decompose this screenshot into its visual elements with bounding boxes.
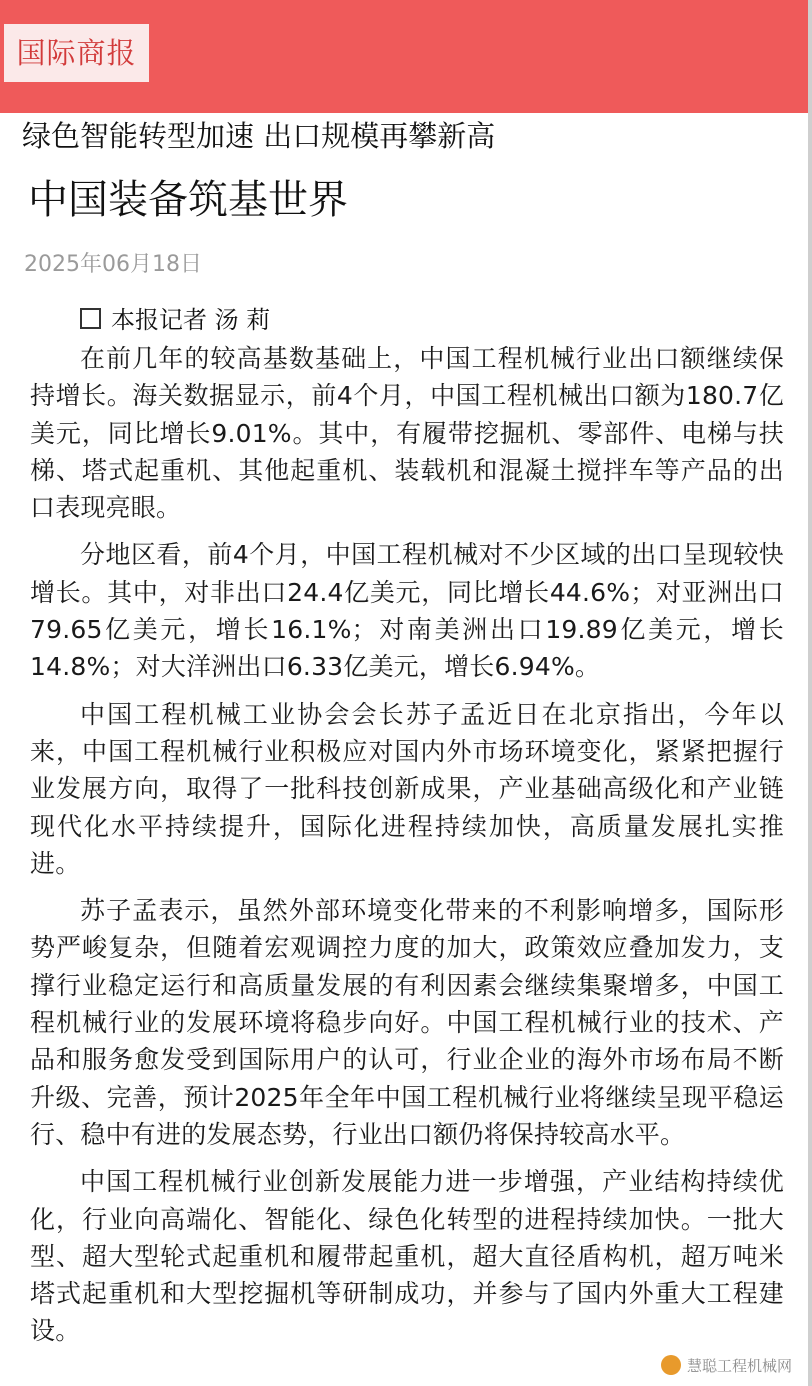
watermark-text: 慧聪工程机械网 (686, 1356, 792, 1375)
article-subtitle: 绿色智能转型加速 出口规模再攀新高 (22, 119, 496, 153)
article-paragraph: 分地区看，前4个月，中国工程机械对不少区域的出口呈现较快增长。其中，对非出口24.4亿美元，同比增长44.6%；对亚洲出口79.65亿美元，增长16.1%；对南美洲出口19.89亿美元，增长14.8%；对大洋洲出口6.33亿美元，增长6.94%。 (30, 540, 784, 682)
site-watermark (655, 1348, 798, 1382)
article-paragraph: 中国工程机械行业创新发展能力进一步增强，产业结构持续优化，行业向高端化、智能化、绿色化转型的进程持续加快。一批大型、超大型轮式起重机和履带起重机，超大直径盾构机，超万吨米塔式起重机和大型挖掘机等研制成功，并参与了国内外重大工程建设。 (30, 1167, 784, 1346)
publish-date: 2025年06月18日 (24, 252, 202, 277)
byline (80, 303, 270, 337)
masthead-logo: 国际商报 (4, 24, 149, 82)
article-paragraph: 中国工程机械工业协会会长苏子孟近日在北京指出，今年以来，中国工程机械行业积极应对国内外市场环境变化，紧紧把握行业发展方向，取得了一批科技创新成果，产业基础高级化和产业链现代化水平持续提升，国际化进程持续加快，高质量发展扎实推进。 (30, 699, 784, 878)
article-paragraph: 苏子孟表示，虽然外部环境变化带来的不利影响增多，国际形势严峻复杂，但随着宏观调控力度的加大，政策效应叠加发力，支撑行业稳定运行和高质量发展的有利因素会继续集聚增多，中国工程机械行业的发展环境将稳步向好。中国工程机械行业的技术、产品和服务愈发受到国际用户的认可，行业企业的海外市场布局不断升级、完善，预计2025年全年中国工程机械行业将继续呈现平稳运行、稳中有进的发展态势，行业出口额仍将保持较高水平。 (30, 896, 784, 1149)
byline-text: 本报记者 汤 莉 (111, 306, 271, 334)
page-edge-divider (808, 0, 812, 1386)
watermark-logo-icon (661, 1355, 681, 1375)
byline-box-icon (80, 308, 101, 329)
article-headline: 中国装备筑基世界 (28, 177, 348, 223)
article-body (30, 340, 784, 1360)
article-paragraph: 在前几年的较高基数基础上，中国工程机械行业出口额继续保持增长。海关数据显示，前4个月，中国工程机械出口额为180.7亿美元，同比增长9.01%。其中，有履带挖掘机、零部件、电梯与扶梯、塔式起重机、其他起重机、装载机和混凝土搅拌车等产品的出口表现亮眼。 (30, 344, 784, 523)
